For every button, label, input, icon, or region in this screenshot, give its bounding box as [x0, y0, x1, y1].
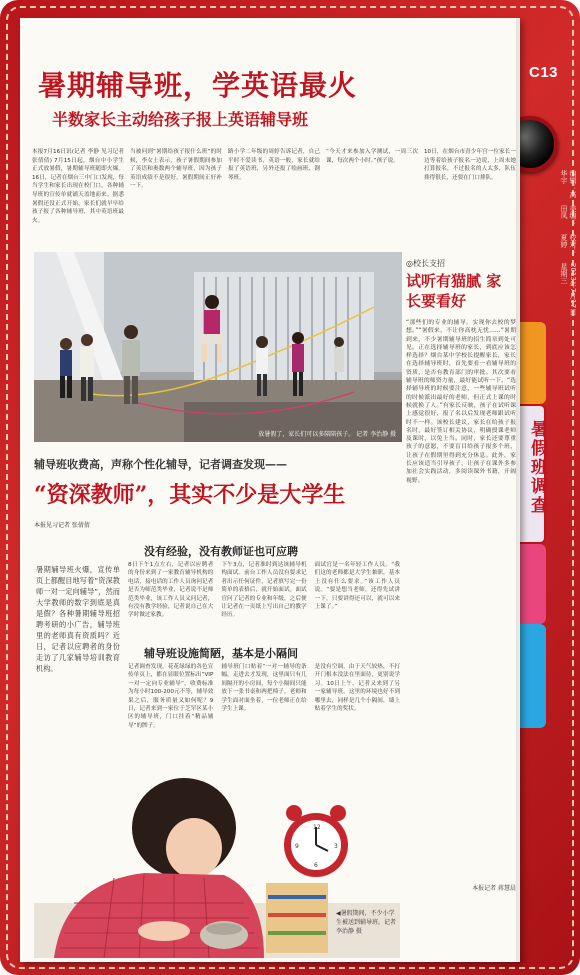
story2-lead: 暑期辅导班火爆，宣传单页上都醒目地写着“资深教师一对一定向辅导”，然而大学教师的数字到底是真是假？各种暑期辅导班招聘考研的小广告，辅导班里的老师真有资质吗？近日，记者以应聘者的身份走访了几家辅导培训教育机构。	[36, 565, 120, 673]
section-1-body	[128, 561, 400, 633]
sidebar-byline: 本报记者 蒋慧晨	[472, 885, 516, 892]
photo2-caption: ◀暑假期间，不少小学生被送到辅导班。记者 李治静 摄	[336, 910, 397, 935]
student-clock-photo	[34, 763, 400, 958]
headline: 暑期辅导班，学英语最火	[38, 69, 358, 102]
masthead-credits	[521, 170, 577, 320]
principal-advice-sidebar	[406, 256, 516, 956]
svg-text:3: 3	[334, 843, 338, 850]
story2-kicker: 辅导班收费高，声称个性化辅导，记者调查发现——	[34, 458, 287, 471]
sidebar-tag: ◎校长支招	[406, 259, 445, 268]
page-number: C13	[529, 64, 559, 81]
svg-text:12: 12	[313, 824, 321, 831]
jump-rope-photo	[34, 252, 402, 442]
top-story-col: 本报7月16日讯(记者 李静 见习记者 张倩倩) 7月15日起，烟台中小学生正式放暑假，暑期辅导班随即火爆。16日，记者在烟台三中门口发现，每当学生和家长出现在校门口，各种辅导班的宣传单就铺天盖地而来。据悉暑假还没正式开始，家长们就早早给孩子报了各种辅导班，其中英语班最火。	[32, 149, 124, 224]
section-2-body	[128, 663, 400, 763]
section-heading-1: 没有经验，没有教师证也可应聘	[144, 545, 298, 558]
body-col: 面试官是一名年轻工作人员。“我们这的老师都是大学生兼职，基本上没有什么要求。”该工作人员说。“要是想当老师，还得先试讲一下，只要讲得还可以，就可以来上课了。”	[314, 562, 400, 611]
sidebar-title: 试听有猫腻 家长要看好	[406, 272, 502, 310]
svg-text:9: 9	[295, 843, 299, 850]
top-story-col: “今天才来参加入学测试，一周三次课，每次两个小时。”孩子说。	[326, 149, 418, 164]
body-col: 辅导班门口贴着“一对一辅导的条幅，走进去才发现，这里面只有几间隔开的小房间，每个小隔间只能放下一张书桌和两把椅子，老师和学生面对面坐着，一位老师正在给学生上课。	[221, 664, 307, 713]
top-story-col: 10日，在烟台市青少年宫一位家长一边等着给孩子报名一边说，上周末她打算报名，不过报名的人太多，队伍排得很长，还要在门口排队。	[424, 149, 516, 181]
newspaper-page	[20, 18, 520, 962]
tab-pink[interactable]	[516, 544, 546, 624]
sidebar-body: “那些们的专业的辅导，实现你去校的梦想。”“暑假来，不让你高枕无忧……”暑期到来，不少暑期辅导班的招生简章到处可见。正在选择辅导班的家长，到底应该怎样选择？烟台某中学校长提醒家长，家长在选择辅导班时，首先要看一看辅导班的资质，是否有教育部门的审批。其次要看辅导班的师资力量，最好能试听一下。“选择辅导班的时候要注意，一些辅导班试听的时候派出最好的老师，但正式上课的时候就换了人。”有家长反映，孩子在试听课上感觉很好，报了名以后发现老师跟试听时不一样。该校长建议，家长在给孩子报名时，最好签订相关协议，明确授课老师及课时，以免上当。同时，家长还要尊重孩子的意愿，不要盲目给孩子报多个班，让孩子在假期里得到充分休息。此外，家长应该适当引导孩子，让孩子在课外多参加社会实践活动，多阅读课外书籍，开阔视野。	[406, 320, 516, 484]
story2-byline: 本报见习记者 张倩倩	[34, 522, 90, 529]
jump-rope-illustration	[34, 252, 402, 442]
body-col: 8日下午1点左右，记者以应聘者的身份来到了一家教育辅导机构的电话，接电话的工作人员询问记者是否为师范类毕业，记者说不是师范类毕业，该工作人员又问记者，有没有教学经验，记者说自己在大学时做过家教。	[128, 562, 214, 619]
top-story-col: 当被问到“暑期给孩子报什么班”的时候，李女士表示，孩子暑假期间参加了英语和奥数两个辅导班，因为孩子英语成绩不是很好，暑假期间正好补一下。	[130, 149, 222, 190]
tab-blue[interactable]	[516, 624, 546, 728]
masthead-line: 编辑：高华宇	[560, 170, 577, 198]
photo1-caption: 放暑假了，家长们可以多陪陪孩子。 记者 李治静 摄	[258, 431, 396, 438]
body-col: 是没有空调，由于天气较热，不打开门根本没法在里面待，更别说学习。10日上午，记者又来到了另一家辅导班，这里的环境也好不到哪里去，同样是几个小隔间，墙上贴着学生的奖状。	[314, 664, 400, 713]
masthead-line: 2013年7月17日 星期三	[560, 263, 577, 316]
svg-text:6: 6	[314, 862, 318, 869]
masthead-line: 校对：夏婷	[560, 233, 577, 255]
top-story	[32, 148, 516, 240]
body-col: 下午3点，记者准时到达该辅导机构面试。前台工作人员没有要求记者出示任何证件，记者填写完一份简单的表格后，就开始面试。面试官问了记者的专业和年级，之后便让记者在一页纸上写出自己的教学经历。	[221, 562, 307, 619]
tab-orange[interactable]	[516, 322, 546, 404]
top-story-col: 路小学二年级的周婷告诉记者，自己平时不爱读书，英语一般，家长就给报了英语班，另外还报了绘画班、钢琴班。	[228, 149, 320, 181]
body-col: 记者调查发现，花花绿绿的各色宣传单页上，都在显眼位置标出“VIP一对一定向专业辅导”，收费标准为每小时100-200元不等，辅导效果之后，服务质量又如何呢？9日，记者来到一家位于芝罘区某小区的辅导班，门口挂着“精品辅导”的牌子。	[128, 664, 214, 729]
story2-headline: “资深教师”，其实不少是大学生	[34, 482, 346, 508]
section-tab-label: 暑假班调查	[527, 420, 547, 515]
subheadline: 半数家长主动给孩子报上英语辅导班	[52, 110, 309, 129]
masthead-line: 美编：田凤	[560, 204, 577, 226]
section-heading-2: 辅导班设施简陋，基本是小隔间	[144, 647, 298, 660]
